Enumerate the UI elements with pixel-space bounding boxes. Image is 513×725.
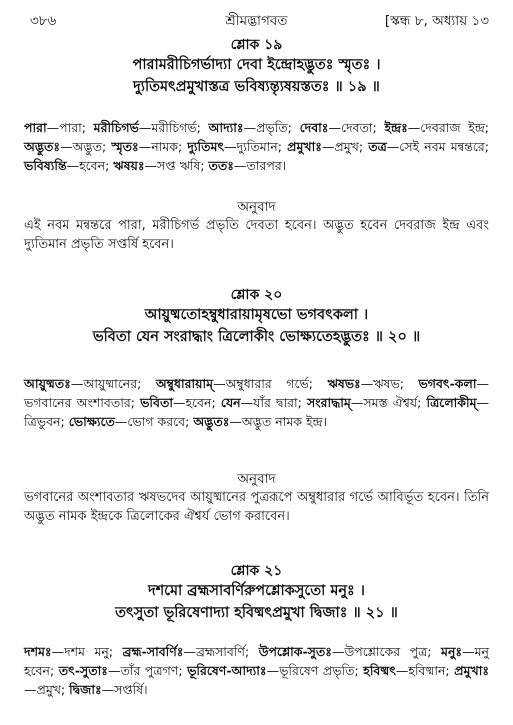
sanskrit-word: সংরাদ্ধাম্ (306, 395, 351, 410)
page-number: ৩৮৬ (30, 13, 57, 29)
verse-19 (24, 36, 489, 98)
word-meaning: —দ্যুতিমান; (224, 139, 288, 154)
word-meaning: —ভূরিষেণ প্রভৃতি; (266, 663, 364, 678)
word-meaning: —সেই নবম মন্বন্তরে; (386, 139, 490, 154)
word-meaning: —ব্রহ্মসাবর্ণি; (183, 644, 259, 659)
word-meaning: —সমস্ত ঐশ্বর্য; (350, 395, 427, 410)
sanskrit-word: প্রমুখাঃ (454, 663, 489, 678)
word-meanings (24, 118, 489, 175)
sanskrit-word: পারা (24, 120, 47, 135)
verse-21 (24, 562, 489, 624)
word-meaning: —সপ্তর্ষি। (101, 682, 148, 697)
verse-line: দশমো ব্রহ্মসাবর্ণিরুপশ্লোকসুতো মনুঃ । (147, 583, 365, 599)
synonyms-21 (24, 642, 489, 699)
sanskrit-word: অদ্ভুতঃ (193, 414, 230, 429)
translation-19 (24, 198, 489, 254)
synonyms-19 (24, 118, 489, 175)
word-meanings (24, 642, 489, 699)
running-header (24, 8, 489, 30)
word-meaning: —প্রভৃতি; (243, 120, 300, 135)
verse-line: ভবিতা যেন সংরাদ্ধাং ত্রিলোকীং ভোক্ষ্যতেহদ্ভুতঃ ॥ ২০ ॥ (92, 329, 421, 345)
sanskrit-word: ভবিষ্যন্তি (24, 158, 67, 173)
translation-text: ভগবানের অংশাবতার ঋষভদেব আয়ুষ্মানের পুত্ররূপে অম্বুধারার গর্ভে আবির্ভূত হবেন। তিনি অদ্ভুত নামক ইন্দ্রকে ত্রিলোকের ঐশ্বর্য ভোগ করাবেন। (24, 490, 489, 524)
verse-heading: শ্লোক ২১ (230, 563, 283, 579)
sanskrit-word: তত্র (368, 139, 387, 154)
word-meaning: —ঋষভ; (360, 376, 419, 391)
chapter-reference: [স্কন্ধ ৮, অধ্যায় ১৩ (384, 13, 489, 29)
sanskrit-word: দ্বিজাঃ (69, 682, 102, 697)
sanskrit-word: প্রমুখাঃ (287, 139, 322, 154)
word-meaning: —দশম মনু; (51, 644, 123, 659)
word-meaning: —দেবরাজ ইন্দ্র; (407, 120, 490, 135)
sanskrit-word: উপশ্লোক-সুতঃ (258, 644, 332, 659)
translation-heading: অনুবাদ (237, 471, 276, 487)
sanskrit-word: অদ্ভুতঃ (24, 139, 61, 154)
verse-line: পারামরীচিগর্ভাদ্যা দেবা ইন্দ্রোহদ্ভুতঃ স্মৃতঃ । (132, 57, 381, 73)
word-meaning: —আয়ুষ্মানের; (70, 376, 156, 391)
sanskrit-word: ভূরিষেণ-আদ্যাঃ (187, 663, 267, 678)
word-meaning: —ভোগ করবে; (114, 414, 194, 429)
sanskrit-word: তৎ-সুতাঃ (58, 663, 108, 678)
sanskrit-word: ঋষভঃ (327, 376, 361, 391)
word-meaning: —অদ্ভুত নামক ইন্দ্র। (229, 414, 328, 429)
verse-heading: শ্লোক ২০ (230, 287, 283, 303)
word-meaning: —হবিষ্মান; (395, 663, 455, 678)
verse-line: আয়ুষ্মতোহম্বুধারায়ামৃষভো ভগবৎকলা । (144, 307, 369, 323)
sanskrit-word: হবিষ্মৎ (363, 663, 396, 678)
sanskrit-word: ত্রিলোকীম্ (426, 395, 477, 410)
sanskrit-word: দেবাঃ (299, 120, 329, 135)
word-meaning: —প্রমুখ; (24, 682, 70, 697)
sanskrit-word: মনুঃ (441, 644, 463, 659)
word-meaning: —মরীচিগর্ভ; (138, 120, 209, 135)
word-meaning: —অদ্ভুত; (60, 139, 112, 154)
word-meaning: —নামক; (138, 139, 188, 154)
word-meaning: —যাঁর দ্বারা; (240, 395, 307, 410)
sanskrit-word: আয়ুষ্মতঃ (24, 376, 71, 391)
word-meaning: —তারপর। (233, 158, 287, 173)
verse-heading: শ্লোক ১৯ (230, 37, 283, 53)
word-meaning: —পারা; (46, 120, 94, 135)
sanskrit-word: ভোক্ষ্যতে (68, 414, 115, 429)
sanskrit-word: দ্যুতিমৎ (187, 139, 225, 154)
book-title: শ্রীমদ্ভাগবত (225, 13, 288, 29)
translation-heading: অনুবাদ (237, 199, 276, 215)
sanskrit-word: ইন্দ্রঃ (384, 120, 408, 135)
sanskrit-word: ব্রহ্ম-সাবর্ণিঃ (122, 644, 184, 659)
translation-20 (24, 470, 489, 526)
word-meaning: —দেবতা; (328, 120, 385, 135)
verse-line: দ্যুতিমৎপ্রমুখাস্তত্র ভবিষ্যন্ত্যৃষয়স্ততঃ ॥ ১৯ ॥ (133, 79, 380, 95)
word-meaning: —তাঁর পুত্রগণ; (107, 663, 188, 678)
sanskrit-word: দশমঃ (24, 644, 52, 659)
sanskrit-word: আদ্যাঃ (208, 120, 244, 135)
word-meaning: —হবেন; (66, 158, 114, 173)
word-meaning: —সপ্ত ঋষি; (144, 158, 209, 173)
sanskrit-word: মরীচিগর্ভ (93, 120, 139, 135)
sanskrit-word: স্মৃতঃ (111, 139, 139, 154)
sanskrit-word: ঋষয়ঃ (113, 158, 145, 173)
sanskrit-word: ভবিতা (140, 395, 173, 410)
word-meaning: —মনু হবেন; (24, 644, 489, 678)
word-meaning: —ভগবানের অংশাবতার; (24, 376, 489, 410)
translation-text: এই নবম মন্বন্তরে পারা, মরীচিগর্ভ প্রভৃতি দেবতা হবেন। অদ্ভুত হবেন দেবরাজ ইন্দ্র এবং দ্যুতিমান প্রভৃতি সপ্তর্ষি হবেন। (24, 218, 489, 252)
verse-20 (24, 286, 489, 348)
sanskrit-word: ভগবৎ-কলা (418, 376, 477, 391)
synonyms-20 (24, 374, 489, 431)
word-meaning: —ত্রিভুবন; (24, 395, 490, 429)
word-meaning: —উপশ্লোকের পুত্র; (331, 644, 442, 659)
word-meanings (24, 374, 489, 431)
sanskrit-word: অম্বুধারায়াম্ (155, 376, 214, 391)
word-meaning: —প্রমুখ; (321, 139, 369, 154)
sanskrit-word: যেন (220, 395, 241, 410)
verse-line: তৎসুতা ভূরিষেণাদ্যা হবিষ্মৎপ্রমুখা দ্বিজাঃ ॥ ২১ ॥ (115, 605, 398, 621)
word-meaning: —হবেন; (172, 395, 221, 410)
sanskrit-word: ততঃ (208, 158, 234, 173)
word-meaning: —অম্বুধারার গর্ভে; (213, 376, 328, 391)
